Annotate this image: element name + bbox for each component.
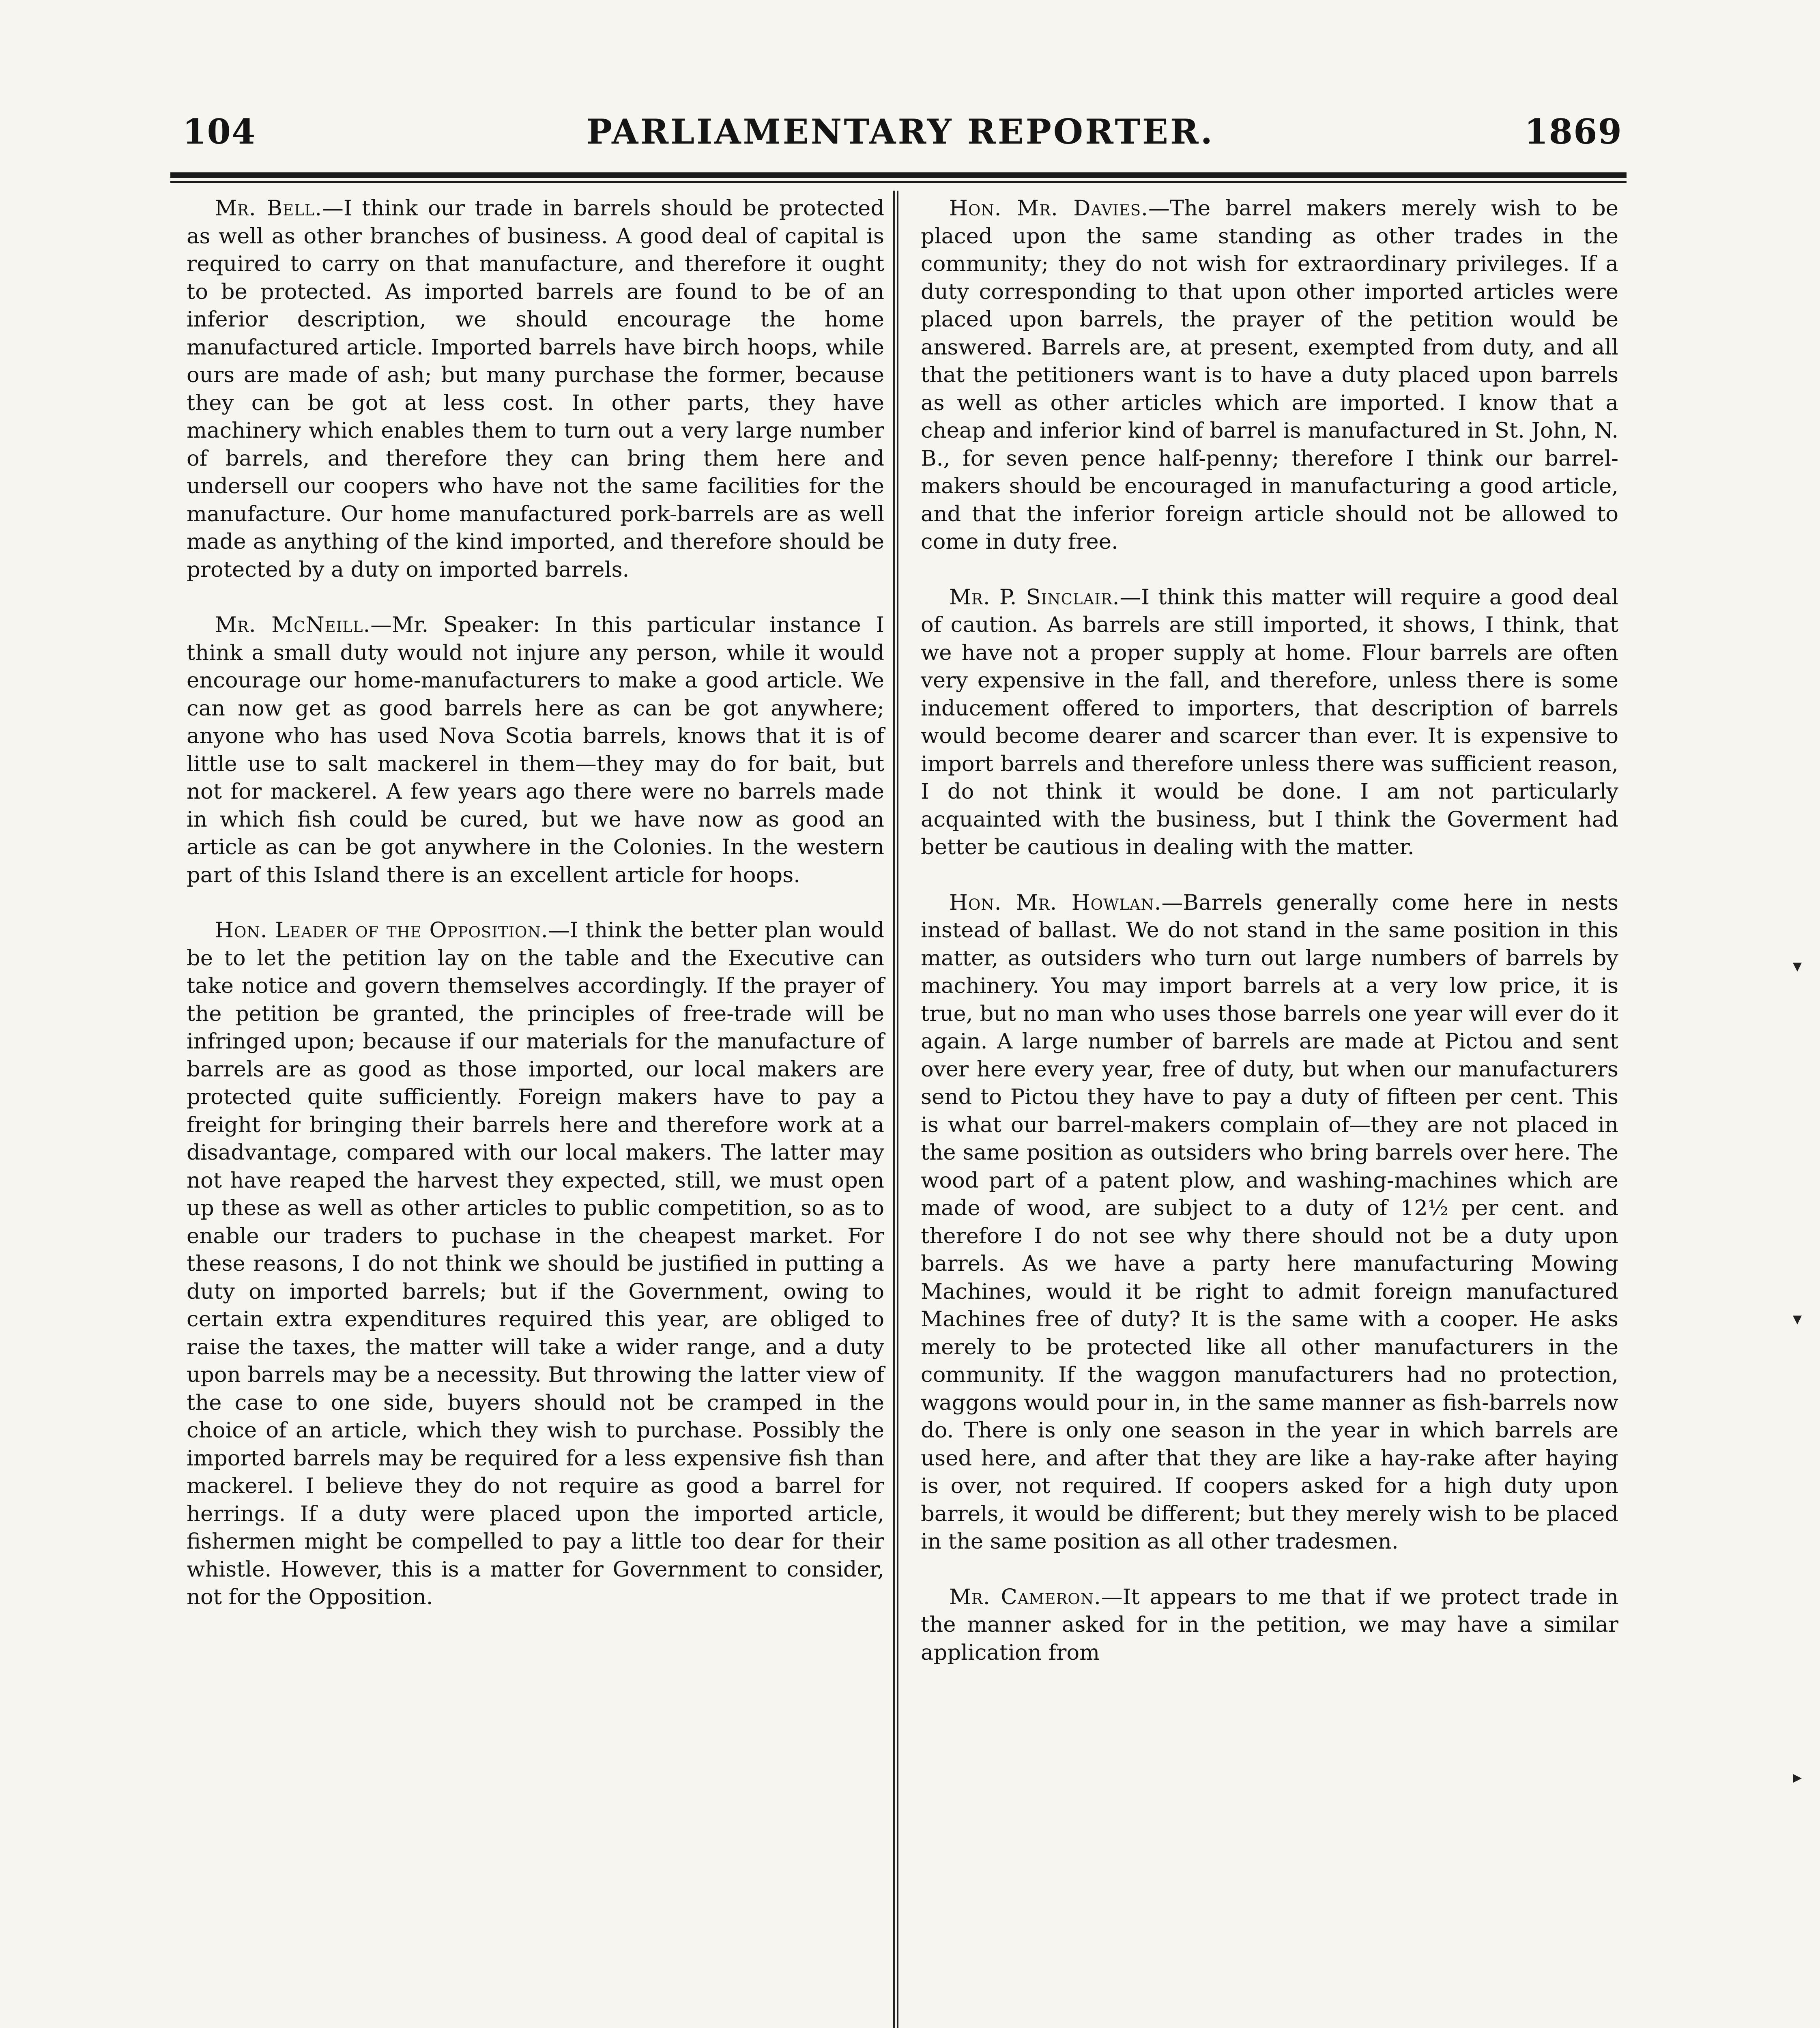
speaker-name: Hon. Mr. Davies.	[949, 196, 1148, 221]
speech-text: —I think our trade in barrels should be protected as well as other branches of business. A good deal of capital is required to carry on that manufacture, and therefore it ought to be protected. As imported barrels are found to be of an inferior description, we should encourage the home manufactured article. Imported barrels have birch hoops, while ours are made of ash; but many purchase the former, because they can be got at less cost. In other parts, they have machinery which enables them to turn out a very large number of barrels, and therefore they can bring them here and undersell our coopers who have not the same facilities for the manufacture. Our home manufactured pork-barrels are as well made as anything of the kind imported, and therefore should be protected by a duty on imported barrels.	[187, 196, 884, 582]
speech-text: —The barrel makers merely wish to be placed upon the same standing as other trades in the community; they do not wish for extraordinary privileges. If a duty corresponding to that upon other imported articles were placed upon barrels, the prayer of the petition would be answered. Barrels are, at present, exempted from duty, and all that the petitioners want is to have a duty placed upon barrels as well as other articles which are imported. I know that a cheap and inferior kind of barrel is manufactured in St. John, N. B., for seven pence half-penny; therefore I think our barrel-makers should be encouraged in manufacturing a good article, and that the inferior foreign article should not be allowed to come in duty free.	[921, 196, 1619, 554]
speaker-name: Mr. Cameron.	[949, 1584, 1101, 1609]
left-column	[187, 195, 884, 1639]
margin-mark-icon: ▸	[1793, 1767, 1802, 1787]
speech-text: —Barrels generally come here in nests instead of ballast. We do not stand in the same position in this matter, as outsiders who turn out large numbers of barrels by machinery. You may import barrels at a very low price, it is true, but no man who uses those barrels one year will ever do it again. A large number of barrels are made at Pictou and sent over here every year, free of duty, but when our manufacturers send to Pictou they have to pay a duty of fifteen per cent. This is what our barrel-makers complain of—they are not placed in the same position as outsiders who bring barrels over here. The wood part of a patent plow, and washing-machines which are made of wood, are subject to a duty of 12½ per cent. and therefore I do not see why there should not be a duty upon barrels. As we have a party here manufacturing Mowing Machines, would it be right to admit foreign manufactured Machines free of duty? It is the same with a cooper. He asks merely to be protected like all other manufacturers in the community. If the waggon manufacturers had no protection, waggons would pour in, in the same manner as fish-barrels now do. There is only one season in the year in which barrels are used here, and after that they are like a hay-rake after haying is over, not required. If coopers asked for a high duty upon barrels, it would be different; but they merely wish to be placed in the same position as all other tradesmen.	[921, 890, 1619, 1554]
speech-text: —It appears to me that if we protect trade in the manner asked for in the petition, we may have a similar application from	[921, 1584, 1618, 1665]
speech-paragraph	[921, 1583, 1618, 1667]
header-rule-thin	[170, 181, 1627, 183]
column-divider	[893, 191, 898, 2028]
speech-paragraph	[187, 195, 884, 584]
speech-paragraph	[187, 917, 884, 1611]
page-number: 104	[183, 112, 256, 152]
publication-title: PARLIAMENTARY REPORTER.	[587, 112, 1214, 152]
speech-paragraph	[921, 195, 1618, 556]
speech-paragraph	[921, 889, 1618, 1556]
speaker-name: Mr. P. Sinclair.	[949, 584, 1120, 610]
margin-mark-icon: ▾	[1793, 956, 1802, 976]
speaker-name: Mr. Bell.	[215, 196, 322, 221]
speech-paragraph	[921, 584, 1618, 861]
speech-text: —I think the better plan would be to let the petition lay on the table and the Executive can take notice and govern themselves accordingly. If the prayer of the petition be granted, the principles of free-trade will be infringed upon; because if our materials for the manufacture of barrels are as good as those imported, our local makers are protected quite sufficiently. Foreign makers have to pay a freight for bringing their barrels here and therefore work at a disadvantage, compared with our local makers. The latter may not have reaped the harvest they expected, still, we must open up these as well as other articles to public competition, so as to enable our traders to puchase in the cheapest market. For these reasons, I do not think we should be justified in putting a duty on imported barrels; but if the Government, owing to certain extra expenditures required this year, are obliged to raise the taxes, the matter will take a wider range, and a duty upon barrels may be a necessity. But throwing the latter view of the case to one side, buyers should not be cramped in the choice of an article, which they wish to purchase. Possibly the imported barrels may be required for a less expensive fish than mackerel. I believe they do not require as good a barrel for herrings. If a duty were placed upon the imported article, fishermen might be compelled to pay a little too dear for their whistle. However, this is a matter for Government to consider, not for the Opposition.	[187, 918, 885, 1609]
margin-mark-icon: ▾	[1793, 1308, 1802, 1329]
speaker-name: Hon. Leader of the Opposition.	[215, 918, 548, 943]
year-label: 1869	[1524, 112, 1622, 152]
speech-text: —I think this matter will require a good deal of caution. As barrels are still imported, it shows, I think, that we have not a proper supply at home. Flour barrels are often very expensive in the fall, and therefore, unless there is some inducement offered to importers, that description of barrels would become dearer and scarcer than ever. It is expensive to import barrels and therefore unless there was sufficient reason, I do not think it would be done. I am not particularly acquainted with the business, but I think the Goverment had better be cautious in dealing with the matter.	[921, 584, 1618, 859]
speaker-name: Mr. McNeill.	[215, 612, 371, 637]
page-header	[170, 110, 1631, 170]
right-column	[921, 195, 1618, 1694]
speech-text: —Mr. Speaker: In this particular instance I think a small duty would not injure any person, while it would encourage our home-manufacturers to make a good article. We can now get as good barrels here as can be got anywhere; anyone who has used Nova Scotia barrels, knows that it is of little use to salt mackerel in them—they may do for bait, but not for mackerel. A few years ago there were no barrels made in which fish could be cured, but we have now as good an article as can be got anywhere in the Colonies. In the western part of this Island there is an excellent article for hoops.	[187, 612, 884, 887]
header-rule-thick	[170, 172, 1627, 178]
speaker-name: Hon. Mr. Howlan.	[949, 890, 1162, 915]
speech-paragraph	[187, 611, 884, 889]
